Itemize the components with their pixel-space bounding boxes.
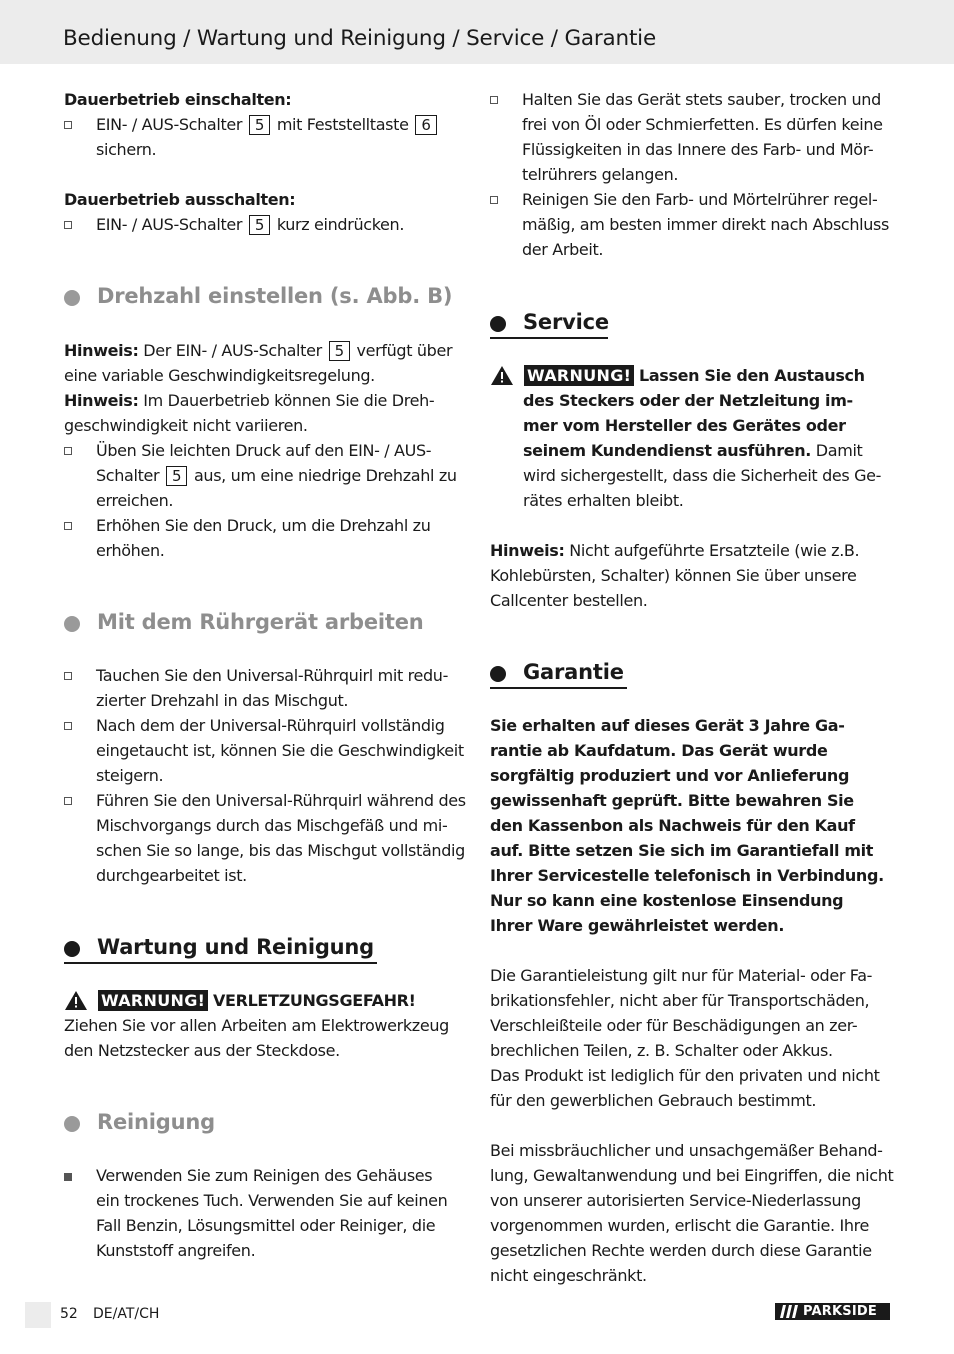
section-bullet-icon (490, 316, 506, 332)
garantie-bold-text: Ihrer Servicestelle telefonisch in Verbindung. (490, 866, 884, 885)
hinweis-cont: geschwindigkeit nicht variieren. (64, 416, 308, 435)
section-heading-ruehr: Mit dem Rührgerät arbeiten (97, 610, 424, 634)
garantie-bold-text: Ihrer Ware gewährleistet werden. (490, 916, 785, 935)
body-text: Das Produkt ist lediglich für den privaten und nicht (490, 1066, 880, 1085)
body-text: Ziehen Sie vor allen Arbeiten am Elektrowerkzeug (64, 1016, 449, 1035)
bullet-icon (64, 672, 72, 680)
body-text: brikationsfehler, nicht aber für Transportschäden, (490, 991, 870, 1010)
section-bullet-icon (64, 941, 80, 957)
stripes-icon (780, 1305, 800, 1318)
list-item: Führen Sie den Universal-Rührquirl während des (96, 791, 466, 810)
section-heading-reinigung: Reinigung (97, 1110, 215, 1134)
warning-triangle-icon (64, 990, 88, 1011)
garantie-bold-text: sorgfältig produziert und vor Anlieferung (490, 766, 850, 785)
garantie-bold-text: gewissenhaft geprüft. Bitte bewahren Sie (490, 791, 854, 810)
section-bullet-icon (64, 290, 80, 306)
list-item-cont: der Arbeit. (522, 240, 604, 259)
hinweis-cont: eine variable Geschwindigkeitsregelung. (64, 366, 375, 385)
list-item-cont: Schalter 5 aus, um eine niedrige Drehzahl zu (96, 466, 457, 485)
warning-line: WARNUNG! VERLETZUNGSGEFAHR! (98, 988, 416, 1013)
parkside-logo (775, 1303, 890, 1320)
body-text: Bei missbräuchlicher und unsachgemäßer Behand- (490, 1141, 883, 1160)
list-item-cont: durchgearbeitet ist. (96, 866, 247, 885)
hinweis: Hinweis: Der EIN- / AUS-Schalter 5 verfügt über (64, 341, 453, 360)
figure-ref: 5 (249, 115, 270, 135)
body-text: gesetzlichen Rechte werden durch diese Garantie (490, 1241, 872, 1260)
list-item-cont: frei von Öl oder Schmierfetten. Es dürfen keine (522, 115, 883, 134)
bullet-icon (64, 221, 72, 229)
list-item: Erhöhen Sie den Druck, um die Drehzahl zu (96, 516, 431, 535)
heading-underline (490, 687, 627, 689)
hinweis: Hinweis: Im Dauerbetrieb können Sie die Dreh- (64, 391, 435, 410)
list-item: Üben Sie leichten Druck auf den EIN- / AUS- (96, 441, 432, 460)
warning-text: seinem Kundendienst ausführen. Damit (523, 441, 863, 460)
list-item-cont: erreichen. (96, 491, 174, 510)
bullet-icon (64, 121, 72, 129)
list-item-cont: Flüssigkeiten in das Innere des Farb- und Mör- (522, 140, 874, 159)
list-item: Reinigen Sie den Farb- und Mörtelrührer regel- (522, 190, 878, 209)
warning-text: des Steckers oder der Netzleitung im- (523, 391, 853, 410)
garantie-bold-text: rantie ab Kaufdatum. Das Gerät wurde (490, 741, 828, 760)
list-item-cont: steigern. (96, 766, 164, 785)
bullet-icon (64, 722, 72, 730)
figure-ref: 5 (329, 341, 350, 361)
body-text: Die Garantieleistung gilt nur für Material- oder Fa- (490, 966, 873, 985)
list-item: EIN- / AUS-Schalter 5 kurz eindrücken. (96, 215, 405, 234)
list-item-cont: Kunststoff angreifen. (96, 1241, 256, 1260)
figure-ref: 5 (249, 215, 270, 235)
warning-triangle-icon (490, 365, 514, 386)
section-heading-service: Service (523, 310, 609, 334)
warning-text: rätes erhalten bleibt. (523, 491, 684, 510)
brand-text: PARKSIDE (803, 1304, 877, 1319)
list-item: Verwenden Sie zum Reinigen des Gehäuses (96, 1166, 433, 1185)
heading-dauer-ein: Dauerbetrieb einschalten: (64, 90, 292, 109)
list-item-cont: ein trockenes Tuch. Verwenden Sie auf keinen (96, 1191, 448, 1210)
list-item: Tauchen Sie den Universal-Rührquirl mit redu- (96, 666, 448, 685)
body-text: nicht eingeschränkt. (490, 1266, 647, 1285)
section-bullet-icon (64, 1116, 80, 1132)
body-text: für den gewerblichen Gebrauch bestimmt. (490, 1091, 817, 1110)
warning-text: wird sichergestellt, dass die Sicherheit des Ge- (523, 466, 882, 485)
list-item-cont: eingetaucht ist, können Sie die Geschwindigkeit (96, 741, 464, 760)
page-marker (25, 1302, 51, 1328)
body-text: den Netzstecker aus der Steckdose. (64, 1041, 340, 1060)
section-heading-drehzahl: Drehzahl einstellen (s. Abb. B) (97, 284, 453, 308)
heading-underline (490, 337, 608, 339)
figure-ref: 5 (166, 466, 187, 486)
page-title: Bedienung / Wartung und Reinigung / Service / Garantie (63, 26, 656, 51)
garantie-bold-text: auf. Bitte setzen Sie sich im Garantiefall mit (490, 841, 874, 860)
section-heading-wartung: Wartung und Reinigung (97, 935, 374, 959)
heading-underline (64, 962, 377, 964)
warning-text: mer vom Hersteller des Gerätes oder (523, 416, 846, 435)
section-heading-garantie: Garantie (523, 660, 624, 684)
list-item-cont: erhöhen. (96, 541, 165, 560)
list-item-cont: zierter Drehzahl in das Mischgut. (96, 691, 349, 710)
list-item-cont: Mischvorgangs durch das Mischgefäß und mi- (96, 816, 448, 835)
body-text: brechlichen Teilen, z. B. Schalter oder Akkus. (490, 1041, 833, 1060)
list-item-cont: telrührers gelangen. (522, 165, 679, 184)
bullet-icon (64, 1173, 72, 1181)
bullet-icon (490, 196, 498, 204)
list-item-cont: sichern. (96, 140, 157, 159)
hinweis-cont: Callcenter bestellen. (490, 591, 648, 610)
warning-label: WARNUNG! (98, 990, 208, 1011)
warning-line: WARNUNG! Lassen Sie den Austausch (524, 363, 865, 388)
list-item: EIN- / AUS-Schalter 5 mit Feststelltaste 6 (96, 112, 439, 137)
list-item-cont: schen Sie so lange, bis das Mischgut vollständig (96, 841, 465, 860)
warning-label: WARNUNG! (524, 365, 634, 386)
list-item-cont: mäßig, am besten immer direkt nach Abschluss (522, 215, 890, 234)
locale-label: DE/AT/CH (93, 1306, 160, 1322)
garantie-bold-text: Sie erhalten auf dieses Gerät 3 Jahre Ga- (490, 716, 845, 735)
hinweis: Hinweis: Nicht aufgeführte Ersatzteile (wie z.B. (490, 541, 860, 560)
section-bullet-icon (64, 616, 80, 632)
list-item: Nach dem der Universal-Rührquirl vollständig (96, 716, 445, 735)
garantie-bold-text: den Kassenbon als Nachweis für den Kauf (490, 816, 855, 835)
list-item-cont: Fall Benzin, Lösungsmittel oder Reiniger, die (96, 1216, 436, 1235)
bullet-icon (64, 797, 72, 805)
hinweis-cont: Kohlebürsten, Schalter) können Sie über unsere (490, 566, 857, 585)
body-text: von unserer autorisierten Service-Niederlassung (490, 1191, 861, 1210)
bullet-icon (64, 522, 72, 530)
bullet-icon (64, 447, 72, 455)
list-item: Halten Sie das Gerät stets sauber, trocken und (522, 90, 881, 109)
body-text: vorgenommen wurden, erlischt die Garantie. Ihre (490, 1216, 869, 1235)
body-text: lung, Gewaltanwendung und bei Eingriffen, die nicht (490, 1166, 894, 1185)
body-text: Verschleißteile oder für Beschädigungen an zer- (490, 1016, 858, 1035)
bullet-icon (490, 96, 498, 104)
page-number: 52 (60, 1306, 78, 1322)
section-bullet-icon (490, 666, 506, 682)
figure-ref: 6 (415, 115, 436, 135)
garantie-bold-text: Nur so kann eine kostenlose Einsendung (490, 891, 844, 910)
heading-dauer-aus: Dauerbetrieb ausschalten: (64, 190, 296, 209)
